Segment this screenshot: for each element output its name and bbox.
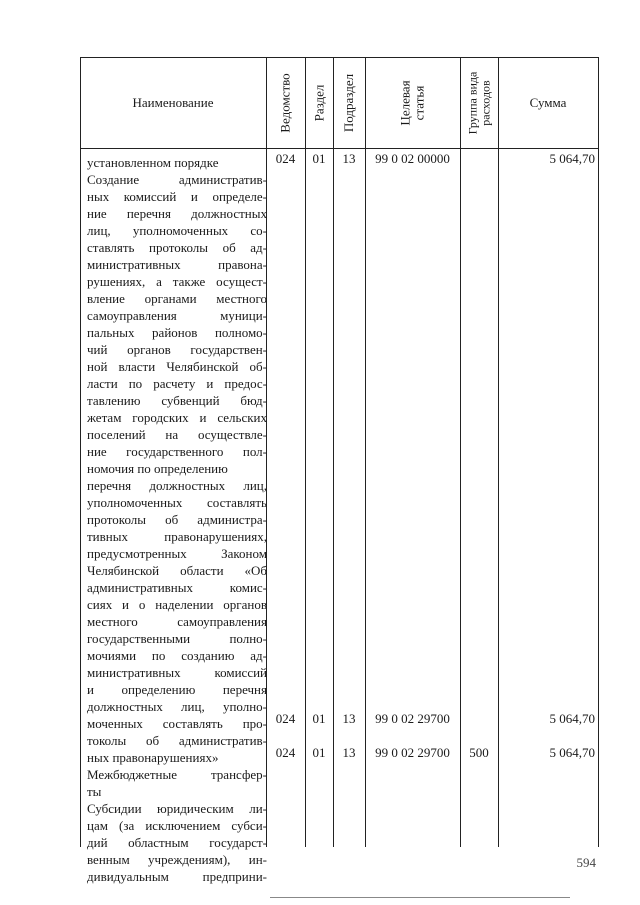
row3-dept: 024 <box>275 745 296 760</box>
name-line: ных правонарушениях» <box>87 750 219 765</box>
header-dept-label: Ведомство <box>277 72 293 133</box>
header-section <box>305 57 333 148</box>
name-line: самоуправления муници- <box>87 308 267 323</box>
name-line: ных комиссий и определе- <box>87 189 267 204</box>
header-dept <box>266 57 305 148</box>
col-divider-section <box>333 57 334 847</box>
row1-section: 01 <box>312 151 326 166</box>
name-line: поселений на осуществле- <box>87 427 267 442</box>
name-line: и определению перечня <box>87 682 267 697</box>
col-divider-target <box>460 57 461 847</box>
row3-section: 01 <box>312 745 326 760</box>
header-target-label <box>398 80 426 125</box>
name-line: сиях и о наделении органов <box>87 597 267 612</box>
header-target-line1: Целевая <box>397 79 413 126</box>
name-line: уполномоченных составлять <box>87 495 267 510</box>
header-subsection <box>333 57 365 148</box>
row2-sum: 5 064,70 <box>549 711 595 726</box>
name-line: пальных районов полномо- <box>87 325 267 340</box>
col-divider-dept <box>305 57 306 847</box>
table-border-left <box>80 57 81 847</box>
col-divider-group <box>498 57 499 847</box>
header-name-label: Наименование <box>132 94 214 110</box>
row2-target: 99 0 02 29700 <box>375 711 450 726</box>
page-number: 594 <box>576 855 596 870</box>
header-divider <box>80 148 599 149</box>
name-line: Субсидии юридическим ли- <box>87 801 267 816</box>
row2-subsection: 13 <box>342 711 356 726</box>
name-line: установленном порядке <box>87 155 219 170</box>
row1-subsection: 13 <box>342 151 356 166</box>
table-border-right <box>598 57 599 847</box>
header-group-label <box>466 71 492 134</box>
name-line: моченных составлять про- <box>87 716 267 731</box>
row3-group: 500 <box>469 745 489 760</box>
name-line: ние государственного пол- <box>87 444 267 459</box>
name-line: административных комис- <box>87 580 267 595</box>
name-line: Создание административ- <box>87 172 267 187</box>
name-line: министративных комиссий <box>87 665 267 680</box>
name-line: рушениях, а также осущест- <box>87 274 267 289</box>
name-line: перечня должностных лиц, <box>87 478 267 493</box>
name-line: Межбюджетные трансфер- <box>87 767 267 782</box>
name-line: протоколы об администра- <box>87 512 267 527</box>
name-column-text <box>87 154 267 885</box>
name-line: предусмотренных Законом <box>87 546 267 561</box>
name-line: ты <box>87 784 102 799</box>
name-line: лиц, уполномоченных со- <box>87 223 267 238</box>
row1-target: 99 0 02 00000 <box>375 151 450 166</box>
name-line: министративных правона- <box>87 257 267 272</box>
name-line: местного самоуправления <box>87 614 267 629</box>
row3-target: 99 0 02 29700 <box>375 745 450 760</box>
header-group-line1: Группа вида <box>465 71 479 134</box>
name-line: ние перечня должностных <box>87 206 267 221</box>
name-line: ласти по расчету и предос- <box>87 376 267 391</box>
name-line: токолы об административ- <box>87 733 267 748</box>
row3-sum: 5 064,70 <box>549 745 595 760</box>
name-line: тавлению субвенций бюд- <box>87 393 267 408</box>
name-line: государственными полно- <box>87 631 267 646</box>
row1-dept: 024 <box>275 151 296 166</box>
name-line: жетам городских и сельских <box>87 410 267 425</box>
header-target-line2: статья <box>411 85 427 120</box>
name-line: должностных лиц, уполно- <box>87 699 267 714</box>
header-group <box>460 57 498 148</box>
header-subsection-label: Подраздел <box>341 73 357 132</box>
bottom-rule <box>270 897 570 898</box>
name-line: мочиями по созданию ад- <box>87 648 267 663</box>
row2-dept: 024 <box>275 711 296 726</box>
header-group-line2: расходов <box>478 79 492 126</box>
col-divider-subsection <box>365 57 366 847</box>
name-line: цам (за исключением субси- <box>87 818 267 833</box>
name-line: вление органами местного <box>87 291 267 306</box>
row1-sum: 5 064,70 <box>549 151 595 166</box>
name-line: Челябинской области «Об <box>87 563 267 578</box>
name-line: тивных правонарушениях, <box>87 529 267 544</box>
header-sum <box>498 57 598 148</box>
header-sum-label: Сумма <box>529 94 567 110</box>
header-section-label: Раздел <box>311 84 326 121</box>
name-line: номочия по определению <box>87 461 228 476</box>
row2-section: 01 <box>312 711 326 726</box>
header-target <box>365 57 460 148</box>
name-line: венным учреждениям), ин- <box>87 852 267 867</box>
name-line: ной власти Челябинской об- <box>87 359 267 374</box>
name-line: чий органов государствен- <box>87 342 267 357</box>
row3-subsection: 13 <box>342 745 356 760</box>
name-line: дий областным государст- <box>87 835 267 850</box>
header-name <box>80 57 266 148</box>
name-line: ставлять протоколы об ад- <box>87 240 267 255</box>
name-line: дивидуальным предприни- <box>87 869 267 884</box>
